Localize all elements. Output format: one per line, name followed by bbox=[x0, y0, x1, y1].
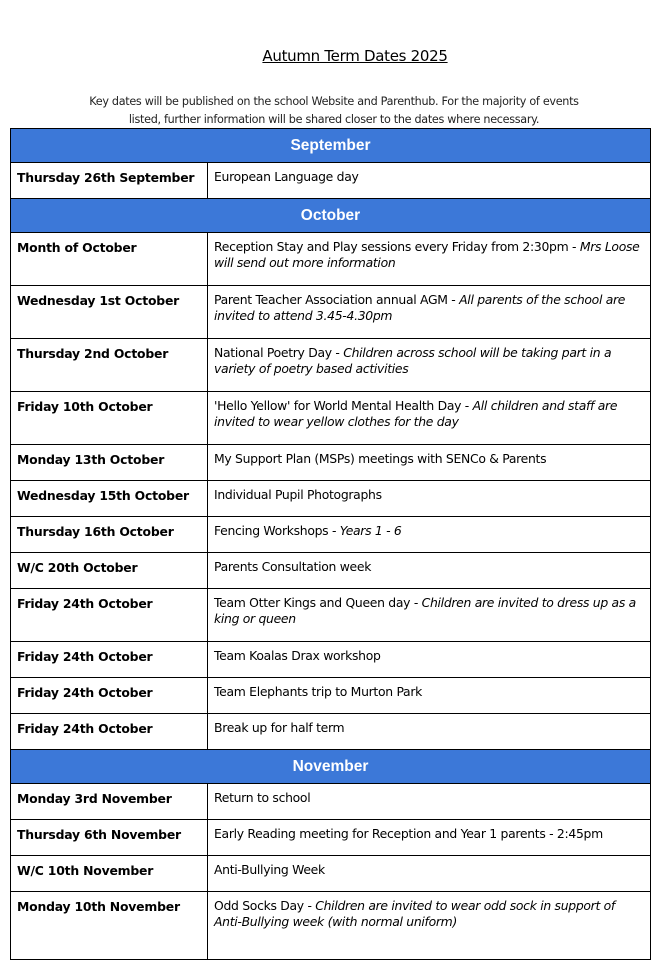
month-header-september bbox=[11, 129, 651, 163]
table-row bbox=[11, 286, 651, 339]
event-description bbox=[208, 589, 651, 642]
table-row bbox=[11, 714, 651, 750]
table-row bbox=[11, 642, 651, 678]
event-date: Friday 24th October bbox=[11, 678, 208, 714]
event-date: Wednesday 1st October bbox=[11, 286, 208, 339]
event-description bbox=[208, 856, 651, 892]
event-description bbox=[208, 784, 651, 820]
table-row bbox=[11, 678, 651, 714]
month-header-label: September bbox=[11, 129, 651, 163]
table-row bbox=[11, 856, 651, 892]
table-row bbox=[11, 445, 651, 481]
event-date: Friday 10th October bbox=[11, 392, 208, 445]
page-title: Autumn Term Dates 2025 bbox=[262, 47, 448, 65]
event-description bbox=[208, 642, 651, 678]
event-detail: Years 1 - 6 bbox=[339, 523, 402, 538]
event-title: My Support Plan (MSPs) meetings with SENCo & Parents bbox=[214, 451, 547, 466]
event-description bbox=[208, 392, 651, 445]
intro-text bbox=[0, 93, 668, 129]
event-date: Friday 24th October bbox=[11, 589, 208, 642]
event-description bbox=[208, 481, 651, 517]
event-title: Team Elephants trip to Murton Park bbox=[214, 684, 423, 699]
event-date: Monday 13th October bbox=[11, 445, 208, 481]
event-date: Friday 24th October bbox=[11, 714, 208, 750]
month-header-label: November bbox=[11, 750, 651, 784]
event-description bbox=[208, 163, 651, 199]
event-detail: All parents of the school are invited to attend 3.45-4.30pm bbox=[214, 292, 626, 323]
event-date: Month of October bbox=[11, 233, 208, 286]
event-title: Parents Consultation week bbox=[214, 559, 372, 574]
table-row bbox=[11, 163, 651, 199]
event-description bbox=[208, 517, 651, 553]
event-description bbox=[208, 892, 651, 960]
event-title: Early Reading meeting for Reception and Year 1 parents - 2:45pm bbox=[214, 826, 603, 841]
event-description bbox=[208, 820, 651, 856]
event-title: Odd Socks Day - bbox=[214, 898, 316, 913]
event-detail: Children are invited to dress up as a king or queen bbox=[214, 595, 636, 626]
table-row bbox=[11, 392, 651, 445]
event-title: Team Otter Kings and Queen day - bbox=[214, 595, 422, 610]
event-title: Parent Teacher Association annual AGM - bbox=[214, 292, 460, 307]
event-title: European Language day bbox=[214, 169, 359, 184]
event-description bbox=[208, 286, 651, 339]
event-title: Individual Pupil Photographs bbox=[214, 487, 382, 502]
event-date: Wednesday 15th October bbox=[11, 481, 208, 517]
event-title: Anti-Bullying Week bbox=[214, 862, 325, 877]
table-row bbox=[11, 233, 651, 286]
event-date: Thursday 26th September bbox=[11, 163, 208, 199]
event-title: Reception Stay and Play sessions every Friday from 2:30pm - bbox=[214, 239, 580, 254]
event-description bbox=[208, 339, 651, 392]
event-description bbox=[208, 445, 651, 481]
table-row bbox=[11, 553, 651, 589]
event-description bbox=[208, 714, 651, 750]
event-date: Thursday 16th October bbox=[11, 517, 208, 553]
event-date: Thursday 2nd October bbox=[11, 339, 208, 392]
intro-line-2: listed, further information will be shared closer to the dates where necessary. bbox=[128, 113, 540, 126]
event-date: W/C 10th November bbox=[11, 856, 208, 892]
table-row bbox=[11, 339, 651, 392]
table-row bbox=[11, 820, 651, 856]
event-date: Thursday 6th November bbox=[11, 820, 208, 856]
event-title: 'Hello Yellow' for World Mental Health Day - bbox=[214, 398, 473, 413]
event-date: Friday 24th October bbox=[11, 642, 208, 678]
table-row bbox=[11, 481, 651, 517]
event-description bbox=[208, 678, 651, 714]
event-detail: Mrs Loose will send out more information bbox=[214, 239, 640, 270]
table-row bbox=[11, 517, 651, 553]
event-detail: All children and staff are invited to wear yellow clothes for the day bbox=[214, 398, 618, 429]
event-date: W/C 20th October bbox=[11, 553, 208, 589]
month-header-label: October bbox=[11, 199, 651, 233]
event-description bbox=[208, 553, 651, 589]
intro-line-1: Key dates will be published on the school Website and Parenthub. For the majority of events bbox=[89, 95, 579, 108]
event-title: Break up for half term bbox=[214, 720, 345, 735]
term-dates-table bbox=[10, 128, 651, 960]
event-date: Monday 3rd November bbox=[11, 784, 208, 820]
month-header-october bbox=[11, 199, 651, 233]
month-header-november bbox=[11, 750, 651, 784]
event-detail: Children across school will be taking part in a variety of poetry based activities bbox=[214, 345, 612, 376]
event-title: Team Koalas Drax workshop bbox=[214, 648, 381, 663]
event-description bbox=[208, 233, 651, 286]
event-detail: Children are invited to wear odd sock in support of Anti-Bullying week (with normal uniform) bbox=[214, 898, 615, 929]
event-title: Return to school bbox=[214, 790, 311, 805]
event-title: National Poetry Day - bbox=[214, 345, 344, 360]
event-date: Monday 10th November bbox=[11, 892, 208, 960]
table-row bbox=[11, 892, 651, 960]
event-title: Fencing Workshops - bbox=[214, 523, 340, 538]
table-row bbox=[11, 589, 651, 642]
table-row bbox=[11, 784, 651, 820]
